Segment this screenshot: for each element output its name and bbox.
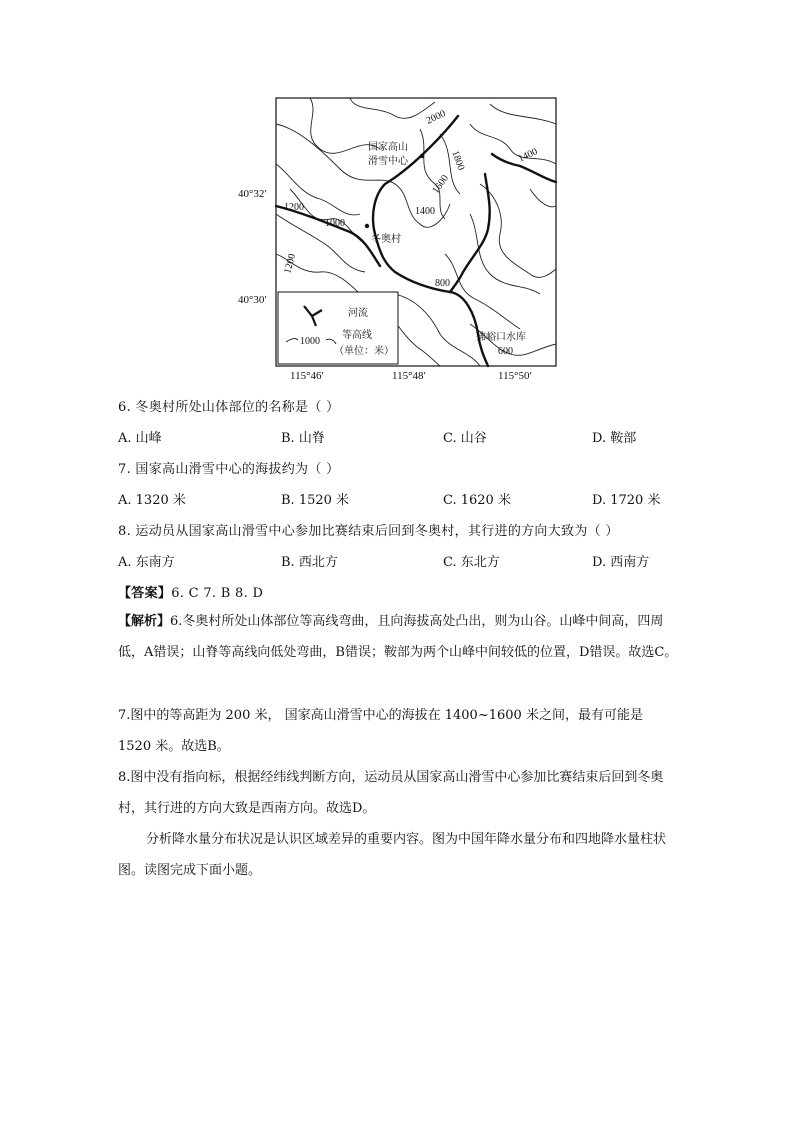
contour-label-600: 600 xyxy=(498,346,513,357)
village-point xyxy=(365,224,369,228)
analysis-p3: 8.图中没有指向标，根据经纬线判断方向，运动员从国家高山滑雪中心参加比赛结束后回到冬奥村，其行进的方向大致是西南方向。故选D。 xyxy=(118,770,664,816)
analysis-p1-text: 6.冬奥村所处山体部位等高线弯曲，且向海拔高处凸出，则为山谷。山峰中间高，四周低，A错误；山脊等高线向低处弯曲，B错误；鞍部为两个山峰中间较低的位置，D错误。故选C。 xyxy=(118,614,678,660)
answer-tag: 【答案】 xyxy=(118,586,172,601)
question-6-stem: 6. 冬奥村所处山体部位的名称是（ ） xyxy=(118,400,340,415)
question-8-option-c: C. 东北方 xyxy=(443,555,500,570)
legend-river-label: 河流 xyxy=(348,308,368,319)
question-8-option-a: A. 东南方 xyxy=(118,555,175,570)
lon-label-4646: 115°46′ xyxy=(290,370,324,382)
contour-label-1800: 1800 xyxy=(449,149,467,172)
intro-paragraph: 分析降水量分布状况是认识区域差异的重要内容。图为中国年降水量分布和四地降水量柱状图。读图完成下面小题。 xyxy=(118,832,667,878)
legend-contour-sample: 1000 xyxy=(300,336,320,347)
question-6-option-d: D. 鞍部 xyxy=(592,431,637,446)
legend-unit-label: （单位：米） xyxy=(334,346,394,357)
question-8-option-b: B. 西北方 xyxy=(281,555,338,570)
lat-label-3230: 40°30′ xyxy=(238,294,267,306)
answer-line xyxy=(118,582,263,601)
contour-map xyxy=(230,94,560,384)
question-7-option-d: D. 1720 米 xyxy=(592,493,661,508)
question-7-option-c: C. 1620 米 xyxy=(443,493,511,508)
contour-label-1400a: 1400 xyxy=(415,206,435,217)
contour-label-2000: 2000 xyxy=(424,108,448,127)
question-6-option-a: A. 山峰 xyxy=(118,431,162,446)
contour-label-800: 800 xyxy=(435,278,450,289)
ski-center-label-2: 滑雪中心 xyxy=(368,156,408,167)
question-7-option-b: B. 1520 米 xyxy=(281,493,350,508)
question-6-option-c: C. 山谷 xyxy=(443,431,487,446)
answer-text: 6. C 7. B 8. D xyxy=(171,586,264,601)
village-label: 冬奥村 xyxy=(371,234,401,245)
ski-center-point xyxy=(420,154,424,158)
contour-label-1200b: 1200 xyxy=(282,252,299,275)
question-7-option-a: A. 1320 米 xyxy=(118,493,186,508)
question-8-stem: 8. 运动员从国家高山滑雪中心参加比赛结束后回到冬奥村，其行进的方向大致为（ ） xyxy=(118,524,619,539)
legend-contour-label: 等高线 xyxy=(342,330,372,341)
question-6-option-b: B. 山脊 xyxy=(281,431,325,446)
contour-label-1600: 1600 xyxy=(430,173,451,196)
analysis-p1 xyxy=(118,606,678,668)
question-8-option-d: D. 西南方 xyxy=(592,555,650,570)
lon-label-4650: 115°50′ xyxy=(498,370,532,382)
analysis-tag: 【解析】 xyxy=(118,614,171,629)
contour-label-1000: 1000 xyxy=(325,218,345,229)
question-7-stem: 7. 国家高山滑雪中心的海拔约为（ ） xyxy=(118,462,340,477)
analysis-p2: 7.图中的等高距为 200 米， 国家高山滑雪中心的海拔在 1400~1600 米之间，最有可能是 1520 米。故选B。 xyxy=(118,708,643,754)
contour-label-1400b: 1400 xyxy=(516,146,540,165)
lat-label-3232: 40°32′ xyxy=(238,188,267,200)
reservoir-label: 佛峪口水库 xyxy=(476,332,526,343)
lon-label-4648: 115°48′ xyxy=(392,370,426,382)
contour-map-svg xyxy=(230,94,560,384)
contour-label-1200a: 1200 xyxy=(284,202,304,213)
ski-center-label-1: 国家高山 xyxy=(368,142,408,153)
